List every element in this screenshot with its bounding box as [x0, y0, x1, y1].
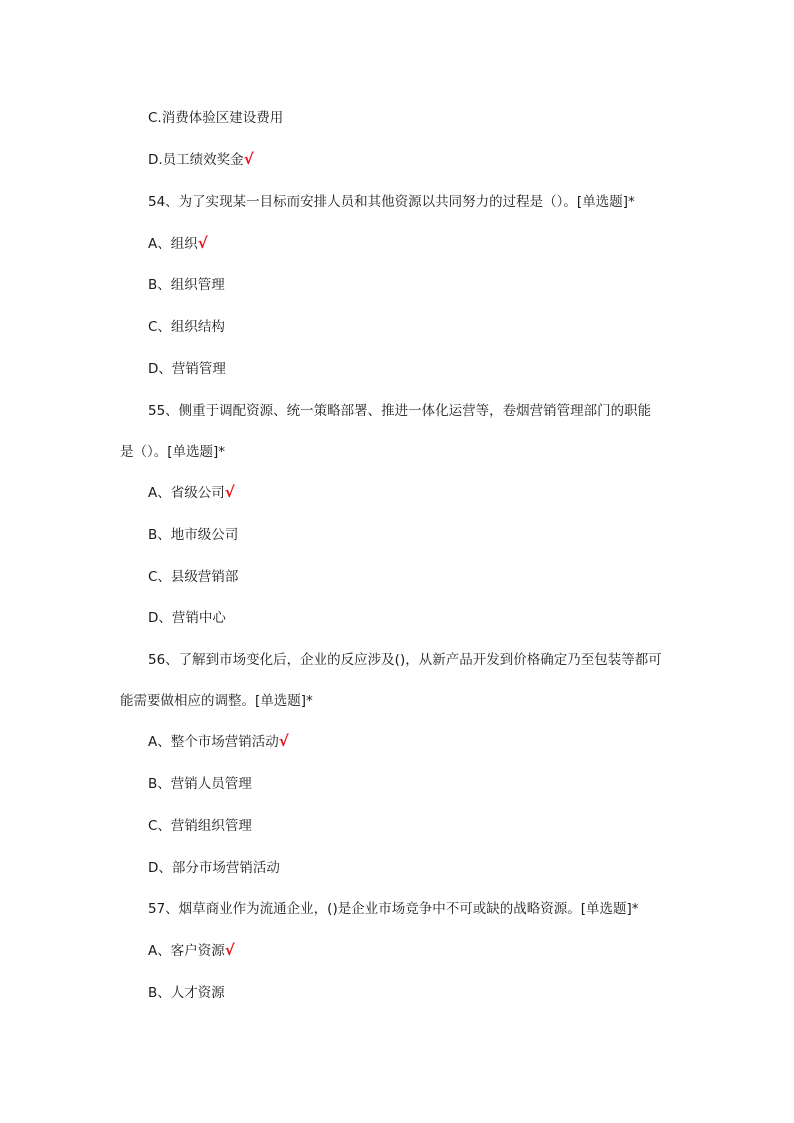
correct-answer-check: √ [243, 150, 254, 168]
q56-option-c [148, 815, 252, 836]
line-text: D、部分市场营销活动 [148, 860, 280, 876]
q56-option-a [148, 731, 289, 752]
line-text: 54、为了实现某一目标而安排人员和其他资源以共同努力的过程是（）。[单选题]* [148, 194, 635, 210]
q54-option-b [148, 274, 225, 295]
line-text: 56、了解到市场变化后，企业的反应涉及()，从新产品开发到价格确定乃至包装等都可 [148, 652, 662, 668]
line-text: B、地市级公司 [148, 527, 239, 543]
line-text: B、人才资源 [148, 985, 225, 1001]
line-text: D、营销中心 [148, 610, 226, 626]
q55-option-a [148, 482, 235, 503]
q56-option-b [148, 773, 252, 794]
q56-option-d [148, 857, 280, 878]
q57-option-a [148, 940, 235, 961]
q54-option-d [148, 358, 226, 379]
line-text: D.员工绩效奖金 [148, 152, 244, 168]
question-55-line-1 [148, 400, 651, 421]
option-d-prev-question [148, 149, 254, 170]
correct-answer-check: √ [224, 483, 235, 501]
correct-answer-check: √ [224, 941, 235, 959]
question-57 [148, 898, 639, 919]
line-text: C.消费体验区建设费用 [148, 110, 284, 126]
correct-answer-check: √ [197, 234, 208, 252]
line-text: 是（）。[单选题]* [120, 444, 226, 460]
line-text: A、省级公司 [148, 485, 225, 501]
line-text: C、组织结构 [148, 319, 225, 335]
q54-option-c [148, 316, 225, 337]
q54-option-a [148, 233, 208, 254]
question-54 [148, 191, 635, 212]
q55-option-b [148, 524, 238, 545]
line-text: A、客户资源 [148, 943, 225, 959]
line-text: D、营销管理 [148, 361, 226, 377]
line-text: 57、烟草商业作为流通企业，()是企业市场竞争中不可或缺的战略资源。[单选题]* [148, 901, 639, 917]
q55-option-c [148, 566, 238, 587]
line-text: C、县级营销部 [148, 569, 239, 585]
line-text: A、整个市场营销活动 [148, 734, 279, 750]
line-text: B、组织管理 [148, 277, 225, 293]
line-text: 55、侧重于调配资源、统一策略部署、推进一体化运营等，卷烟营销管理部门的职能 [148, 403, 652, 419]
line-text: A、组织 [148, 236, 198, 252]
question-56-line-1 [148, 649, 662, 670]
correct-answer-check: √ [278, 732, 289, 750]
q57-option-b [148, 982, 225, 1003]
line-text: 能需要做相应的调整。[单选题]* [120, 693, 313, 709]
q55-option-d [148, 607, 226, 628]
question-55-line-2 [120, 441, 225, 462]
option-c-prev-question [148, 107, 283, 128]
question-56-line-2 [120, 690, 313, 711]
line-text: B、营销人员管理 [148, 776, 252, 792]
line-text: C、营销组织管理 [148, 818, 252, 834]
